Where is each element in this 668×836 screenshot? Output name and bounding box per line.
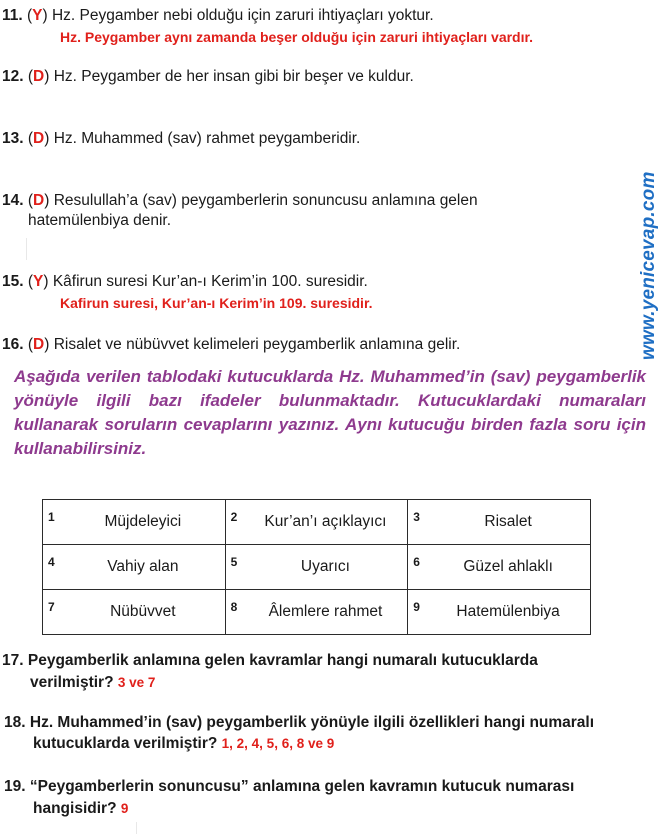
question-19 [4,778,574,796]
question-number: 16. [2,336,24,353]
question-number: 14. [2,192,24,209]
grid-cell [225,500,408,545]
answer-mark: D [33,68,45,85]
cell-number: 8 [230,600,238,614]
cell-number: 9 [413,600,420,614]
answer-text: 1, 2, 4, 5, 6, 8 ve 9 [221,736,335,751]
question-text: Hz. Peygamber nebi olduğu için zaruri ihtiyaçları yoktur. [51,7,434,24]
answer-mark: D [33,130,45,147]
question-number: 15. [2,273,24,290]
answer-mark: D [33,192,45,209]
question-number: 13. [2,130,24,147]
question-14: 14. (D) Resulullah’a (sav) peygamberlerin sonuncusu anlamına gelen [2,192,478,209]
grid-cell [43,500,226,545]
question-text: Hz. Muhammed (sav) rahmet peygamberidir. [53,130,361,147]
cell-label: Vahiy alan [107,558,179,575]
question-11: 11. (Y) Hz. Peygamber nebi olduğu için zaruri ihtiyaçları yoktur. [2,7,434,24]
question-number: 11. [2,7,23,24]
correction-15: Kafirun suresi, Kur’an-ı Kerim’in 109. suresidir. [60,295,373,311]
answer-mark: D [33,336,45,353]
grid-cell [225,590,408,635]
cell-label: Müjdeleyici [104,513,182,530]
grid-cell [43,590,226,635]
question-text: “Peygamberlerin sonuncusu” anlamına gelen kavramın kutucuk numarası [29,778,575,795]
question-17-line2 [30,674,155,692]
cell-label: Âlemlere rahmet [268,603,383,620]
question-14-line2: hatemülenbiya denir. [28,212,172,229]
question-12: 12. (D) Hz. Peygamber de her insan gibi bir beşer ve kuldur. [2,68,414,85]
cell-label: Kur’an’ı açıklayıcı [264,513,387,530]
answer-text: 3 ve 7 [117,675,156,690]
grid-row [43,500,591,545]
cell-number: 2 [230,510,238,524]
cell-label: Hatemülenbiya [456,603,560,620]
answer-text: 9 [120,801,129,816]
question-text: Kâfirun suresi Kur’an-ı Kerim’in 100. suresidir. [52,273,368,290]
grid-row [43,545,591,590]
cell-number: 7 [48,600,55,614]
question-text: Resulullah’a (sav) peygamberlerin sonuncusu anlamına gelen [53,192,478,209]
cell-number: 5 [230,555,238,569]
question-15: 15. (Y) Kâfirun suresi Kur’an-ı Kerim’in 100. suresidir. [2,273,368,290]
grid-cell [408,590,591,635]
grid-cell [225,545,408,590]
cell-label: Uyarıcı [300,558,350,575]
question-number: 12. [2,68,24,85]
correction-11: Hz. Peygamber aynı zamanda beşer olduğu için zaruri ihtiyaçları vardır. [60,29,534,45]
grid-cell [43,545,226,590]
question-text: Hz. Peygamber de her insan gibi bir beşer ve kuldur. [53,68,414,85]
question-text: Risalet ve nübüvvet kelimeleri peygamberlik anlamına gelir. [53,336,461,353]
question-number: 18. [4,714,26,731]
question-text: verilmiştir? [30,674,114,691]
question-text: hangisidir? [33,800,117,817]
grid-cell [408,500,591,545]
answer-grid [42,499,591,635]
watermark: www.yenicevap.com [638,171,659,360]
answer-mark: Y [32,7,43,24]
cell-label: Güzel ahlaklı [463,558,553,575]
question-number: 17. [2,652,24,669]
grid-row [43,590,591,635]
cell-number: 3 [413,510,420,524]
question-text: kutucuklarda verilmiştir? [33,735,218,752]
question-18-line2 [33,735,334,753]
scan-mark [136,822,137,834]
question-19-line2 [33,800,128,818]
cell-label: Risalet [484,513,532,530]
grid-cell [408,545,591,590]
question-text: Hz. Muhammed’in (sav) peygamberlik yönüyle ilgili özellikleri hangi numaralı [29,714,595,731]
question-text: Peygamberlik anlamına gelen kavramlar hangi numaralı kutucuklarda [27,652,538,669]
instruction-paragraph: Aşağıda verilen tablodaki kutucuklarda Hz. Muhammed’in (sav) peygamberlik yönüyle ilgili bazı ifadeler bulunmaktadır. Kutucuklardaki numaraları kullanarak soruların cevaplarını yazınız. Aynı kutucuğu birden fazla soru için kullanabilirsiniz. [14,367,646,458]
scan-mark [26,238,27,260]
cell-number: 6 [413,555,420,569]
question-16: 16. (D) Risalet ve nübüvvet kelimeleri peygamberlik anlamına gelir. [2,336,461,353]
question-17 [2,652,538,670]
question-number: 19. [4,778,26,795]
cell-number: 4 [48,555,55,569]
cell-label: Nübüvvet [110,603,176,620]
question-18 [4,714,594,732]
answer-mark: Y [33,273,44,290]
question-13: 13. (D) Hz. Muhammed (sav) rahmet peygamberidir. [2,130,361,147]
cell-number: 1 [48,510,55,524]
